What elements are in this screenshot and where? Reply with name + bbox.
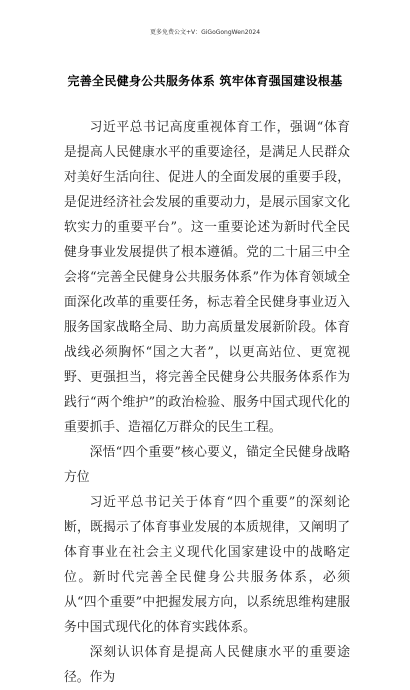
section-heading: 深悟“四个重要”核心要义，锚定全民健身战略方位 <box>64 445 350 485</box>
document-title: 完善全民健身公共服务体系 筑牢体育强国建设根基 <box>67 74 343 88</box>
document-body <box>64 115 350 690</box>
paragraph-continued: 深刻认识体育是提高人民健康水平的重要途径。作为 <box>64 645 350 685</box>
paragraph-section: 习近平总书记关于体育“四个重要”的深刻论断，既揭示了体育事业发展的本质规律，又阐明了体育事业在社会主义现代化国家建设中的战略定位。新时代完善全民健身公共服务体系，必须从“四个重要”中把握发展方向，以系统思维构建服务中国式现代化的体育实践体系。 <box>64 495 350 635</box>
paragraph-intro: 习近平总书记高度重视体育工作，强调“体育是提高人民健康水平的重要途径，是满足人民群众对美好生活向往、促进人的全面发展的重要手段，是促进经济社会发展的重要动力，是展示国家文化软实力的重要平台”。这一重要论述为新时代全民健身事业发展提供了根本遵循。党的二十届三中全会将“完善全民健身公共服务体系”作为体育领域全面深化改革的重要任务，标志着全民健身事业迈入服务国家战略全局、助力高质量发展新阶段。体育战线必须胸怀“国之大者”，以更高站位、更宽视野、更强担当，将完善全民健身公共服务体系作为践行“两个维护”的政治检验、服务中国式现代化的重要抓手、造福亿万群众的民生工程。 <box>64 120 350 435</box>
header-note: 更多免费公文+V：GiGoGongWen2024 <box>149 29 261 36</box>
